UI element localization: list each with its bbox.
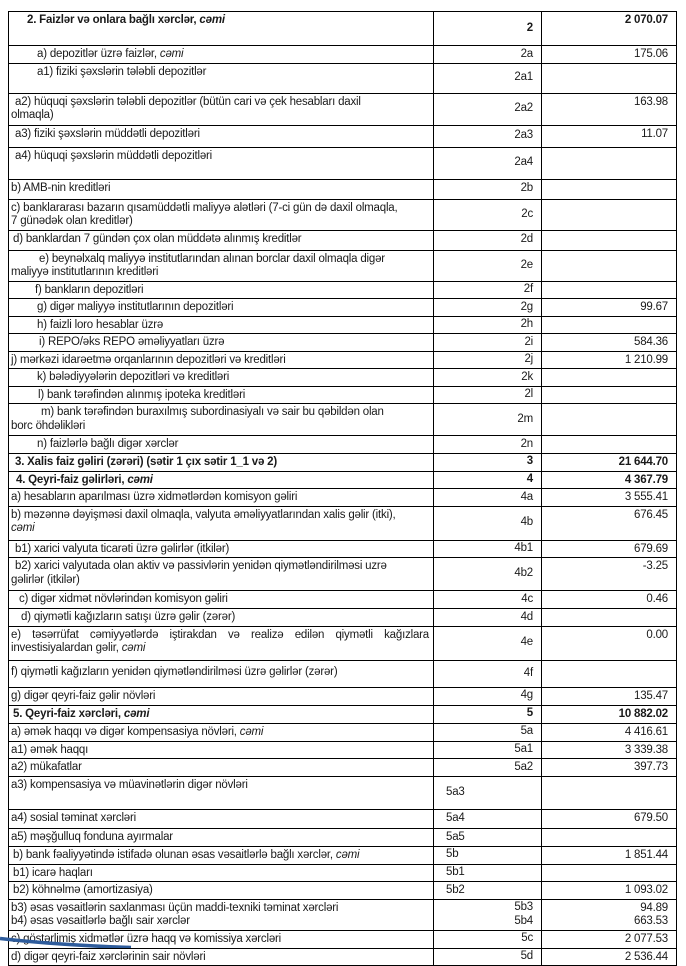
table-row <box>9 46 677 64</box>
row-label: c) göstərlimiş xidmətlər üzrə haqq və komissiya xərcləri <box>9 930 434 948</box>
table-row <box>9 147 677 179</box>
row-value <box>542 404 677 436</box>
row-code: 4e <box>434 626 542 660</box>
row-code: 5a5 <box>434 829 542 847</box>
table-row <box>9 199 677 230</box>
row-code: 2c <box>434 199 542 230</box>
row-code: 2e <box>434 250 542 281</box>
table-row <box>9 386 677 404</box>
row-label: j) mərkəzi idarəetmə orqanlarının depozitləri və kreditləri <box>9 351 434 369</box>
table-row <box>9 705 677 723</box>
table-row <box>9 179 677 199</box>
row-code: 2n <box>434 436 542 454</box>
row-label: f) bankların depozitləri <box>9 281 434 299</box>
row-label: d) qiymətli kağızların satışı üzrə gəlir (zərər) <box>9 609 434 627</box>
table-row <box>9 489 677 507</box>
table-row <box>9 230 677 250</box>
row-value <box>542 829 677 847</box>
table-row <box>9 591 677 609</box>
row-value <box>542 436 677 454</box>
row-label: g) digər maliyyə institutlarının depozitləri <box>9 299 434 317</box>
row-label: c) digər xidmət növlərindən komisyon gəliri <box>9 591 434 609</box>
row-label: a4) sosial təminat xərcləri <box>9 810 434 829</box>
row-code: 5a <box>434 723 542 741</box>
row-label: m) bank tərəfindən buraxılmış subordinasiyalı və sair bu qəbildən olan borc öhdəlikləri <box>9 404 434 436</box>
table-row <box>9 558 677 591</box>
row-value: 21 644.70 <box>542 453 677 471</box>
table-row <box>9 506 677 540</box>
row-value: 1 851.44 <box>542 846 677 864</box>
row-code: 2k <box>434 369 542 387</box>
row-value: 4 367.79 <box>542 471 677 489</box>
row-label: a2) hüquqi şəxslərin tələbli depozitlər (bütün cari və çek hesabları daxil olmaqla) <box>9 93 434 125</box>
row-value: 163.98 <box>542 93 677 125</box>
table-row <box>9 948 677 966</box>
row-value <box>542 199 677 230</box>
table-row <box>9 864 677 882</box>
table-row <box>9 899 677 930</box>
row-code: 4b2 <box>434 558 542 591</box>
table-row <box>9 846 677 864</box>
table-row <box>9 316 677 334</box>
table-row <box>9 687 677 705</box>
row-code: 2l <box>434 386 542 404</box>
row-value: 94.89 663.53 <box>542 899 677 930</box>
row-label: 5. Qeyri-faiz xərcləri, cəmi <box>9 705 434 723</box>
row-label: a1) fiziki şəxslərin tələbli depozitlər <box>9 63 434 93</box>
row-value: 676.45 <box>542 506 677 540</box>
row-value <box>542 250 677 281</box>
row-value: -3.25 <box>542 558 677 591</box>
row-label: b1) icarə haqları <box>9 864 434 882</box>
row-value: 11.07 <box>542 125 677 147</box>
row-value <box>542 369 677 387</box>
row-code: 5b3 5b4 <box>434 899 542 930</box>
row-value <box>542 281 677 299</box>
row-value: 1 093.02 <box>542 882 677 900</box>
row-code: 5b2 <box>434 882 542 900</box>
row-code: 4a <box>434 489 542 507</box>
table-row <box>9 660 677 687</box>
row-code: 2a1 <box>434 63 542 93</box>
row-value <box>542 386 677 404</box>
row-label: d) banklardan 7 gündən çox olan müddətə alınmış kreditlər <box>9 230 434 250</box>
row-label: b) məzənnə dəyişməsi daxil olmaqla, valyuta əməliyyatlarından xalis gəlir (itki), cəmi <box>9 506 434 540</box>
row-value <box>542 147 677 179</box>
row-label: c) banklararası bazarın qısamüddətli maliyyə alətləri (7-ci gün də daxil olmaqla, 7 günədək olan kreditlər) <box>9 199 434 230</box>
row-value: 175.06 <box>542 46 677 64</box>
table-row <box>9 453 677 471</box>
row-code: 2b <box>434 179 542 199</box>
row-label: b2) xarici valyutada olan aktiv və passivlərin yenidən qiymətləndirilməsi uzrə gəlirlər (itkilər) <box>9 558 434 591</box>
table-row <box>9 12 677 46</box>
row-code: 4d <box>434 609 542 627</box>
row-label: 2. Faizlər və onlara bağlı xərclər, cəmi <box>9 12 434 46</box>
row-value <box>542 316 677 334</box>
row-label: h) faizli loro hesablar üzrə <box>9 316 434 334</box>
row-code: 4 <box>434 471 542 489</box>
row-code: 5 <box>434 705 542 723</box>
table-row <box>9 93 677 125</box>
row-value: 397.73 <box>542 759 677 777</box>
row-code: 4g <box>434 687 542 705</box>
table-row <box>9 369 677 387</box>
table-row <box>9 882 677 900</box>
row-code: 2f <box>434 281 542 299</box>
table-row <box>9 281 677 299</box>
table-row <box>9 759 677 777</box>
row-value <box>542 864 677 882</box>
row-code: 2a2 <box>434 93 542 125</box>
table-row <box>9 626 677 660</box>
row-label: b2) köhnəlmə (amortizasiya) <box>9 882 434 900</box>
row-code: 2h <box>434 316 542 334</box>
row-code: 2 <box>434 12 542 46</box>
logo-swoosh-decoration <box>0 936 132 948</box>
row-value: 0.00 <box>542 626 677 660</box>
row-value <box>542 777 677 810</box>
row-label: b3) əsas vəsaitlərin saxlanması üçün maddi-texniki təminat xərcləri b4) əsas vəsaitlərlə bağlı sair xərclər <box>9 899 434 930</box>
report-table-container <box>8 11 677 966</box>
row-label: a2) mükafatlar <box>9 759 434 777</box>
row-label: a) hesabların aparılması üzrə xidmətlərdən komisyon gəliri <box>9 489 434 507</box>
row-label: b) bank fəaliyyətində istifadə olunan əsas vəsaitlərlə bağlı xərclər, cəmi <box>9 846 434 864</box>
income-statement-table <box>8 11 677 966</box>
row-value <box>542 179 677 199</box>
table-row <box>9 299 677 317</box>
row-value: 3 339.38 <box>542 741 677 759</box>
row-label: a3) kompensasiya və müavinətlərin digər növləri <box>9 777 434 810</box>
row-value: 1 210.99 <box>542 351 677 369</box>
table-row <box>9 609 677 627</box>
row-label: a1) əmək haqqı <box>9 741 434 759</box>
row-code: 2a <box>434 46 542 64</box>
table-row <box>9 777 677 810</box>
table-row <box>9 540 677 558</box>
row-code: 4b1 <box>434 540 542 558</box>
row-value: 4 416.61 <box>542 723 677 741</box>
row-label: a4) hüquqi şəxslərin müddətli depozitləri <box>9 147 434 179</box>
row-code: 2a3 <box>434 125 542 147</box>
row-value: 2 536.44 <box>542 948 677 966</box>
row-value: 3 555.41 <box>542 489 677 507</box>
row-code: 5a4 <box>434 810 542 829</box>
table-row <box>9 741 677 759</box>
row-code: 3 <box>434 453 542 471</box>
table-row <box>9 250 677 281</box>
row-code: 5a3 <box>434 777 542 810</box>
row-code: 4f <box>434 660 542 687</box>
row-label: l) bank tərəfindən alınmış ipoteka kreditləri <box>9 386 434 404</box>
row-label: e) təsərrüfat cəmiyyətlərdə iştirakdan və realizə edilən qiymətli kağızlara investisiyalardan gəlir, cəmi <box>9 626 434 660</box>
row-value <box>542 63 677 93</box>
row-value: 135.47 <box>542 687 677 705</box>
row-label: n) faizlərlə bağlı digər xərclər <box>9 436 434 454</box>
row-code: 2j <box>434 351 542 369</box>
table-row <box>9 471 677 489</box>
row-value: 2 070.07 <box>542 12 677 46</box>
table-row <box>9 829 677 847</box>
row-value <box>542 230 677 250</box>
row-label: a) depozitlər üzrə faizlər, cəmi <box>9 46 434 64</box>
row-code: 5c <box>434 930 542 948</box>
row-value: 2 077.53 <box>542 930 677 948</box>
row-value <box>542 660 677 687</box>
row-code: 2i <box>434 334 542 352</box>
table-row <box>9 351 677 369</box>
row-label: i) REPO/əks REPO əməliyyatları üzrə <box>9 334 434 352</box>
table-row <box>9 63 677 93</box>
row-value <box>542 609 677 627</box>
row-value: 99.67 <box>542 299 677 317</box>
row-label: e) beynəlxalq maliyyə institutlarından alınan borclar daxil olmaqla digər maliyyə institutlarının kreditləri <box>9 250 434 281</box>
row-label: a) əmək haqqı və digər kompensasiya növləri, cəmi <box>9 723 434 741</box>
row-label: g) digər qeyri-faiz gəlir növləri <box>9 687 434 705</box>
row-code: 5d <box>434 948 542 966</box>
row-code: 5b <box>434 846 542 864</box>
row-label: a3) fiziki şəxslərin müddətli depozitləri <box>9 125 434 147</box>
table-row <box>9 125 677 147</box>
row-label: b1) xarici valyuta ticarəti üzrə gəlirlər (itkilər) <box>9 540 434 558</box>
row-value: 10 882.02 <box>542 705 677 723</box>
table-row <box>9 334 677 352</box>
row-code: 5a1 <box>434 741 542 759</box>
row-value: 679.69 <box>542 540 677 558</box>
row-label: d) digər qeyri-faiz xərclərinin sair növləri <box>9 948 434 966</box>
row-code: 5a2 <box>434 759 542 777</box>
table-row <box>9 436 677 454</box>
row-label: f) qiymətli kağızların yenidən qiymətləndirilməsi üzrə gəlirlər (zərər) <box>9 660 434 687</box>
row-code: 2d <box>434 230 542 250</box>
row-value: 0.46 <box>542 591 677 609</box>
table-row <box>9 404 677 436</box>
row-value: 679.50 <box>542 810 677 829</box>
row-label: b) AMB-nin kreditləri <box>9 179 434 199</box>
row-code: 2g <box>434 299 542 317</box>
row-label: 3. Xalis faiz gəliri (zərəri) (sətir 1 çıx sətir 1_1 və 2) <box>9 453 434 471</box>
table-row <box>9 723 677 741</box>
row-label: 4. Qeyri-faiz gəlirləri, cəmi <box>9 471 434 489</box>
row-label: a5) məşğulluq fonduna ayırmalar <box>9 829 434 847</box>
row-code: 2a4 <box>434 147 542 179</box>
row-code: 2m <box>434 404 542 436</box>
row-code: 4b <box>434 506 542 540</box>
row-value: 584.36 <box>542 334 677 352</box>
table-row <box>9 810 677 829</box>
row-code: 4c <box>434 591 542 609</box>
row-code: 5b1 <box>434 864 542 882</box>
row-label: k) bələdiyyələrin depozitləri və kreditləri <box>9 369 434 387</box>
